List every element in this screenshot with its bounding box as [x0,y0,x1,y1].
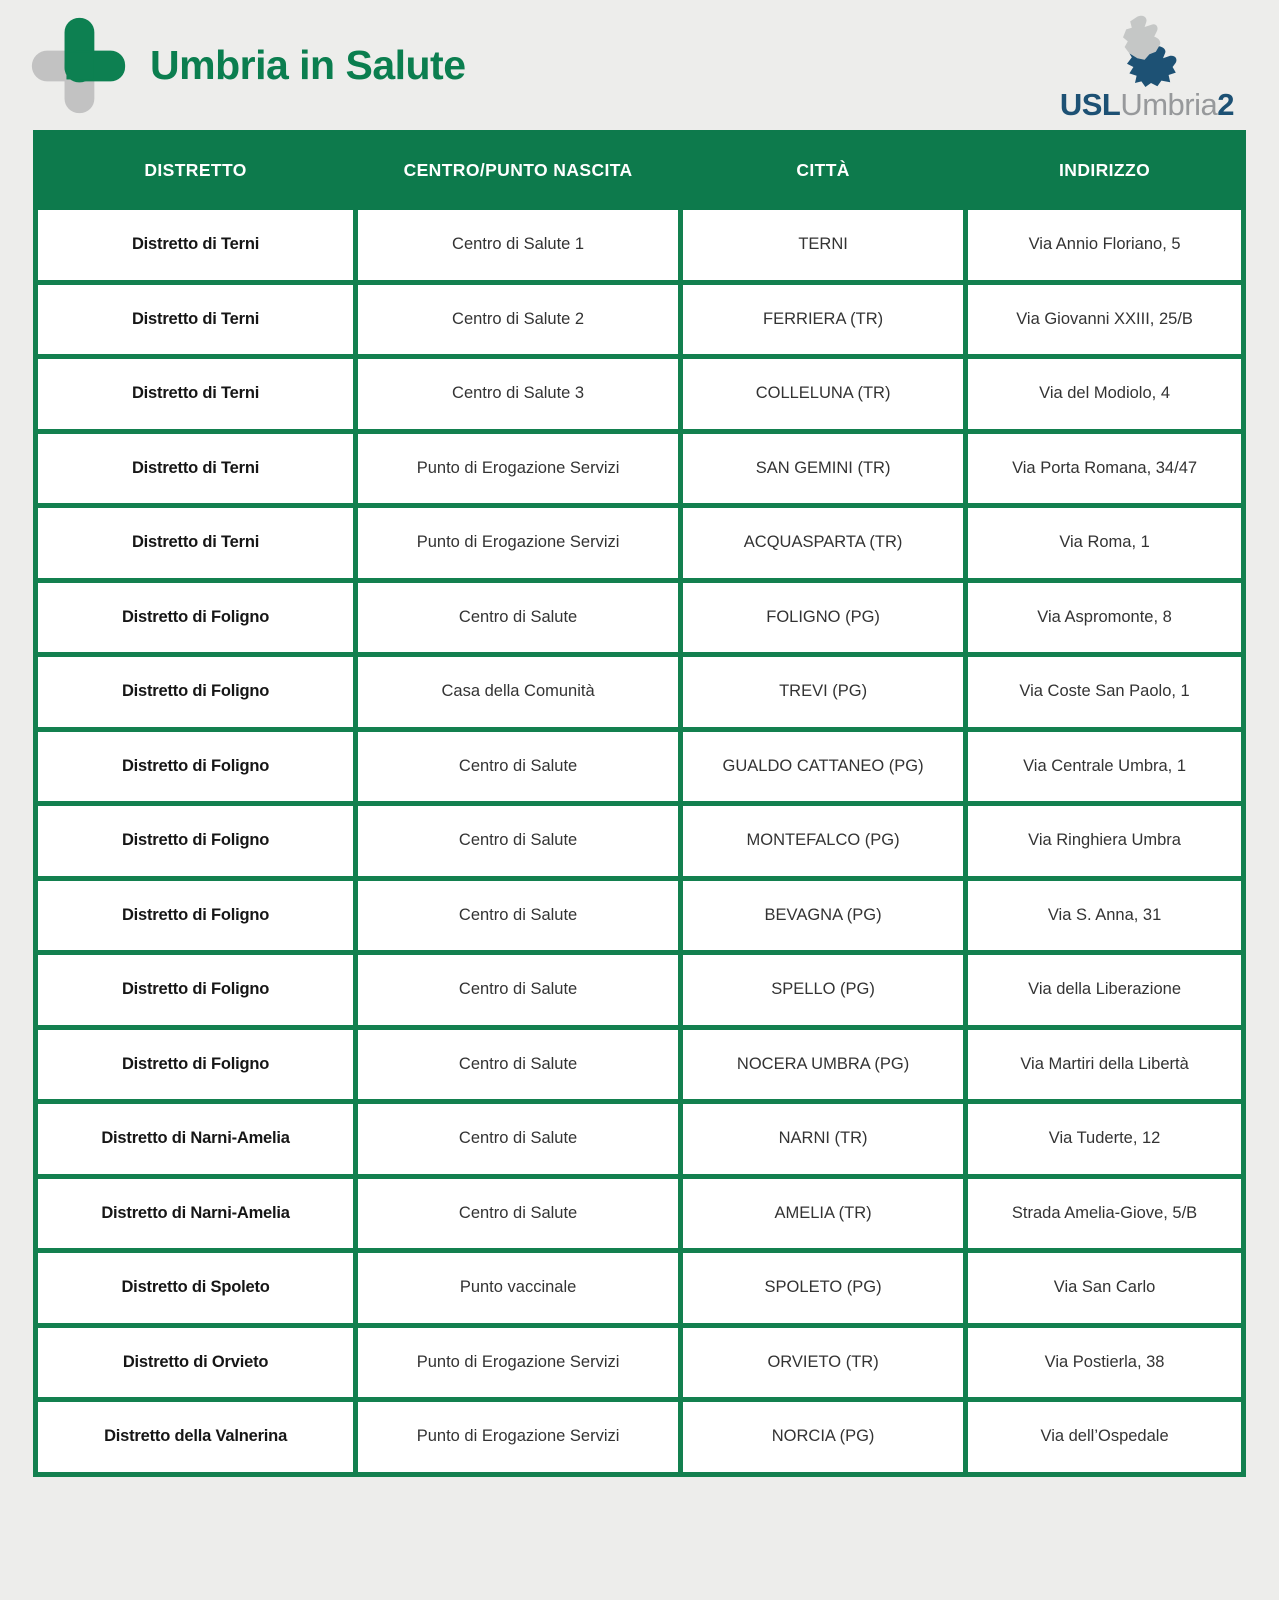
cell-citta: NOCERA UMBRA (PG) [681,1027,966,1102]
cell-centro: Centro di Salute 2 [356,282,681,357]
usl-wordmark [1059,86,1234,122]
column-header: CENTRO/PUNTO NASCITA [356,133,681,208]
cell-distretto: Distretto di Foligno [36,878,356,953]
cell-indirizzo: Via Tuderte, 12 [966,1102,1244,1177]
table-header-row [36,133,1244,208]
cell-distretto: Distretto di Narni-Amelia [36,1176,356,1251]
cell-distretto: Distretto di Terni [36,208,356,283]
page-header [0,0,1279,130]
cell-citta: AMELIA (TR) [681,1176,966,1251]
cell-distretto: Distretto di Orvieto [36,1325,356,1400]
page-title: Umbria in Salute [150,41,466,88]
cell-centro: Centro di Salute [356,729,681,804]
cell-centro: Punto di Erogazione Servizi [356,1400,681,1475]
table-row [36,431,1244,506]
cell-distretto: Distretto di Foligno [36,729,356,804]
cell-indirizzo: Via Ringhiera Umbra [966,804,1244,879]
column-header: INDIRIZZO [966,133,1244,208]
medical-cross-icon [28,13,128,118]
table-row [36,729,1244,804]
cell-citta: COLLELUNA (TR) [681,357,966,432]
cell-centro: Centro di Salute [356,804,681,879]
cell-distretto: Distretto di Terni [36,431,356,506]
cell-centro: Centro di Salute [356,580,681,655]
table-row [36,506,1244,581]
cell-citta: MONTEFALCO (PG) [681,804,966,879]
cell-distretto: Distretto della Valnerina [36,1400,356,1475]
cell-indirizzo: Via Giovanni XXIII, 25/B [966,282,1244,357]
cell-citta: SPOLETO (PG) [681,1251,966,1326]
usl-wordmark-umbria: Umbria [1120,86,1218,122]
cell-indirizzo: Via del Modiolo, 4 [966,357,1244,432]
table-row [36,1176,1244,1251]
cell-centro: Centro di Salute 3 [356,357,681,432]
cell-indirizzo: Via Centrale Umbra, 1 [966,729,1244,804]
cell-indirizzo: Via S. Anna, 31 [966,878,1244,953]
cell-citta: GUALDO CATTANEO (PG) [681,729,966,804]
table-row [36,1325,1244,1400]
cell-indirizzo: Via Roma, 1 [966,506,1244,581]
usl-umbria2-logo [1060,15,1234,120]
table-row [36,282,1244,357]
cell-citta: ORVIETO (TR) [681,1325,966,1400]
table-body [36,208,1244,1475]
cell-citta: SPELLO (PG) [681,953,966,1028]
usl-wordmark-two: 2 [1217,86,1234,122]
cell-centro: Punto di Erogazione Servizi [356,1325,681,1400]
cell-centro: Centro di Salute [356,1176,681,1251]
table-row [36,655,1244,730]
cell-citta: SAN GEMINI (TR) [681,431,966,506]
column-header: CITTÀ [681,133,966,208]
cell-indirizzo: Via dell’Ospedale [966,1400,1244,1475]
cell-distretto: Distretto di Narni-Amelia [36,1102,356,1177]
cell-distretto: Distretto di Foligno [36,953,356,1028]
cell-centro: Centro di Salute [356,953,681,1028]
cell-citta: ACQUASPARTA (TR) [681,506,966,581]
cell-indirizzo: Strada Amelia-Giove, 5/B [966,1176,1244,1251]
cell-distretto: Distretto di Terni [36,282,356,357]
cell-citta: NORCIA (PG) [681,1400,966,1475]
cell-indirizzo: Via Annio Floriano, 5 [966,208,1244,283]
usl-wordmark-usl: USL [1059,86,1121,122]
cell-distretto: Distretto di Foligno [36,804,356,879]
column-header: DISTRETTO [36,133,356,208]
cell-citta: NARNI (TR) [681,1102,966,1177]
cell-citta: FOLIGNO (PG) [681,580,966,655]
table-wrap [0,130,1279,1477]
table-row [36,1251,1244,1326]
cell-centro: Centro di Salute [356,1102,681,1177]
brand [28,13,466,118]
cell-centro: Punto vaccinale [356,1251,681,1326]
cell-distretto: Distretto di Terni [36,357,356,432]
cell-citta: TERNI [681,208,966,283]
table-row [36,1102,1244,1177]
cell-citta: BEVAGNA (PG) [681,878,966,953]
table-row [36,357,1244,432]
cell-distretto: Distretto di Spoleto [36,1251,356,1326]
table-row [36,208,1244,283]
cell-indirizzo: Via della Liberazione [966,953,1244,1028]
table-row [36,1400,1244,1475]
health-centers-table [33,130,1246,1477]
table-row [36,878,1244,953]
cell-centro: Punto di Erogazione Servizi [356,431,681,506]
cell-indirizzo: Via Aspromonte, 8 [966,580,1244,655]
table-row [36,804,1244,879]
table-row [36,953,1244,1028]
table-row [36,1027,1244,1102]
cell-indirizzo: Via Postierla, 38 [966,1325,1244,1400]
cell-distretto: Distretto di Foligno [36,655,356,730]
cell-centro: Centro di Salute [356,1027,681,1102]
cell-indirizzo: Via San Carlo [966,1251,1244,1326]
cell-centro: Casa della Comunità [356,655,681,730]
cell-centro: Punto di Erogazione Servizi [356,506,681,581]
cell-indirizzo: Via Porta Romana, 34/47 [966,431,1244,506]
umbria-region-map-icon [1095,15,1199,87]
cell-distretto: Distretto di Foligno [36,1027,356,1102]
cell-distretto: Distretto di Foligno [36,580,356,655]
cell-citta: FERRIERA (TR) [681,282,966,357]
cell-distretto: Distretto di Terni [36,506,356,581]
cell-citta: TREVI (PG) [681,655,966,730]
cell-indirizzo: Via Martiri della Libertà [966,1027,1244,1102]
cell-indirizzo: Via Coste San Paolo, 1 [966,655,1244,730]
cell-centro: Centro di Salute 1 [356,208,681,283]
cell-centro: Centro di Salute [356,878,681,953]
table-row [36,580,1244,655]
